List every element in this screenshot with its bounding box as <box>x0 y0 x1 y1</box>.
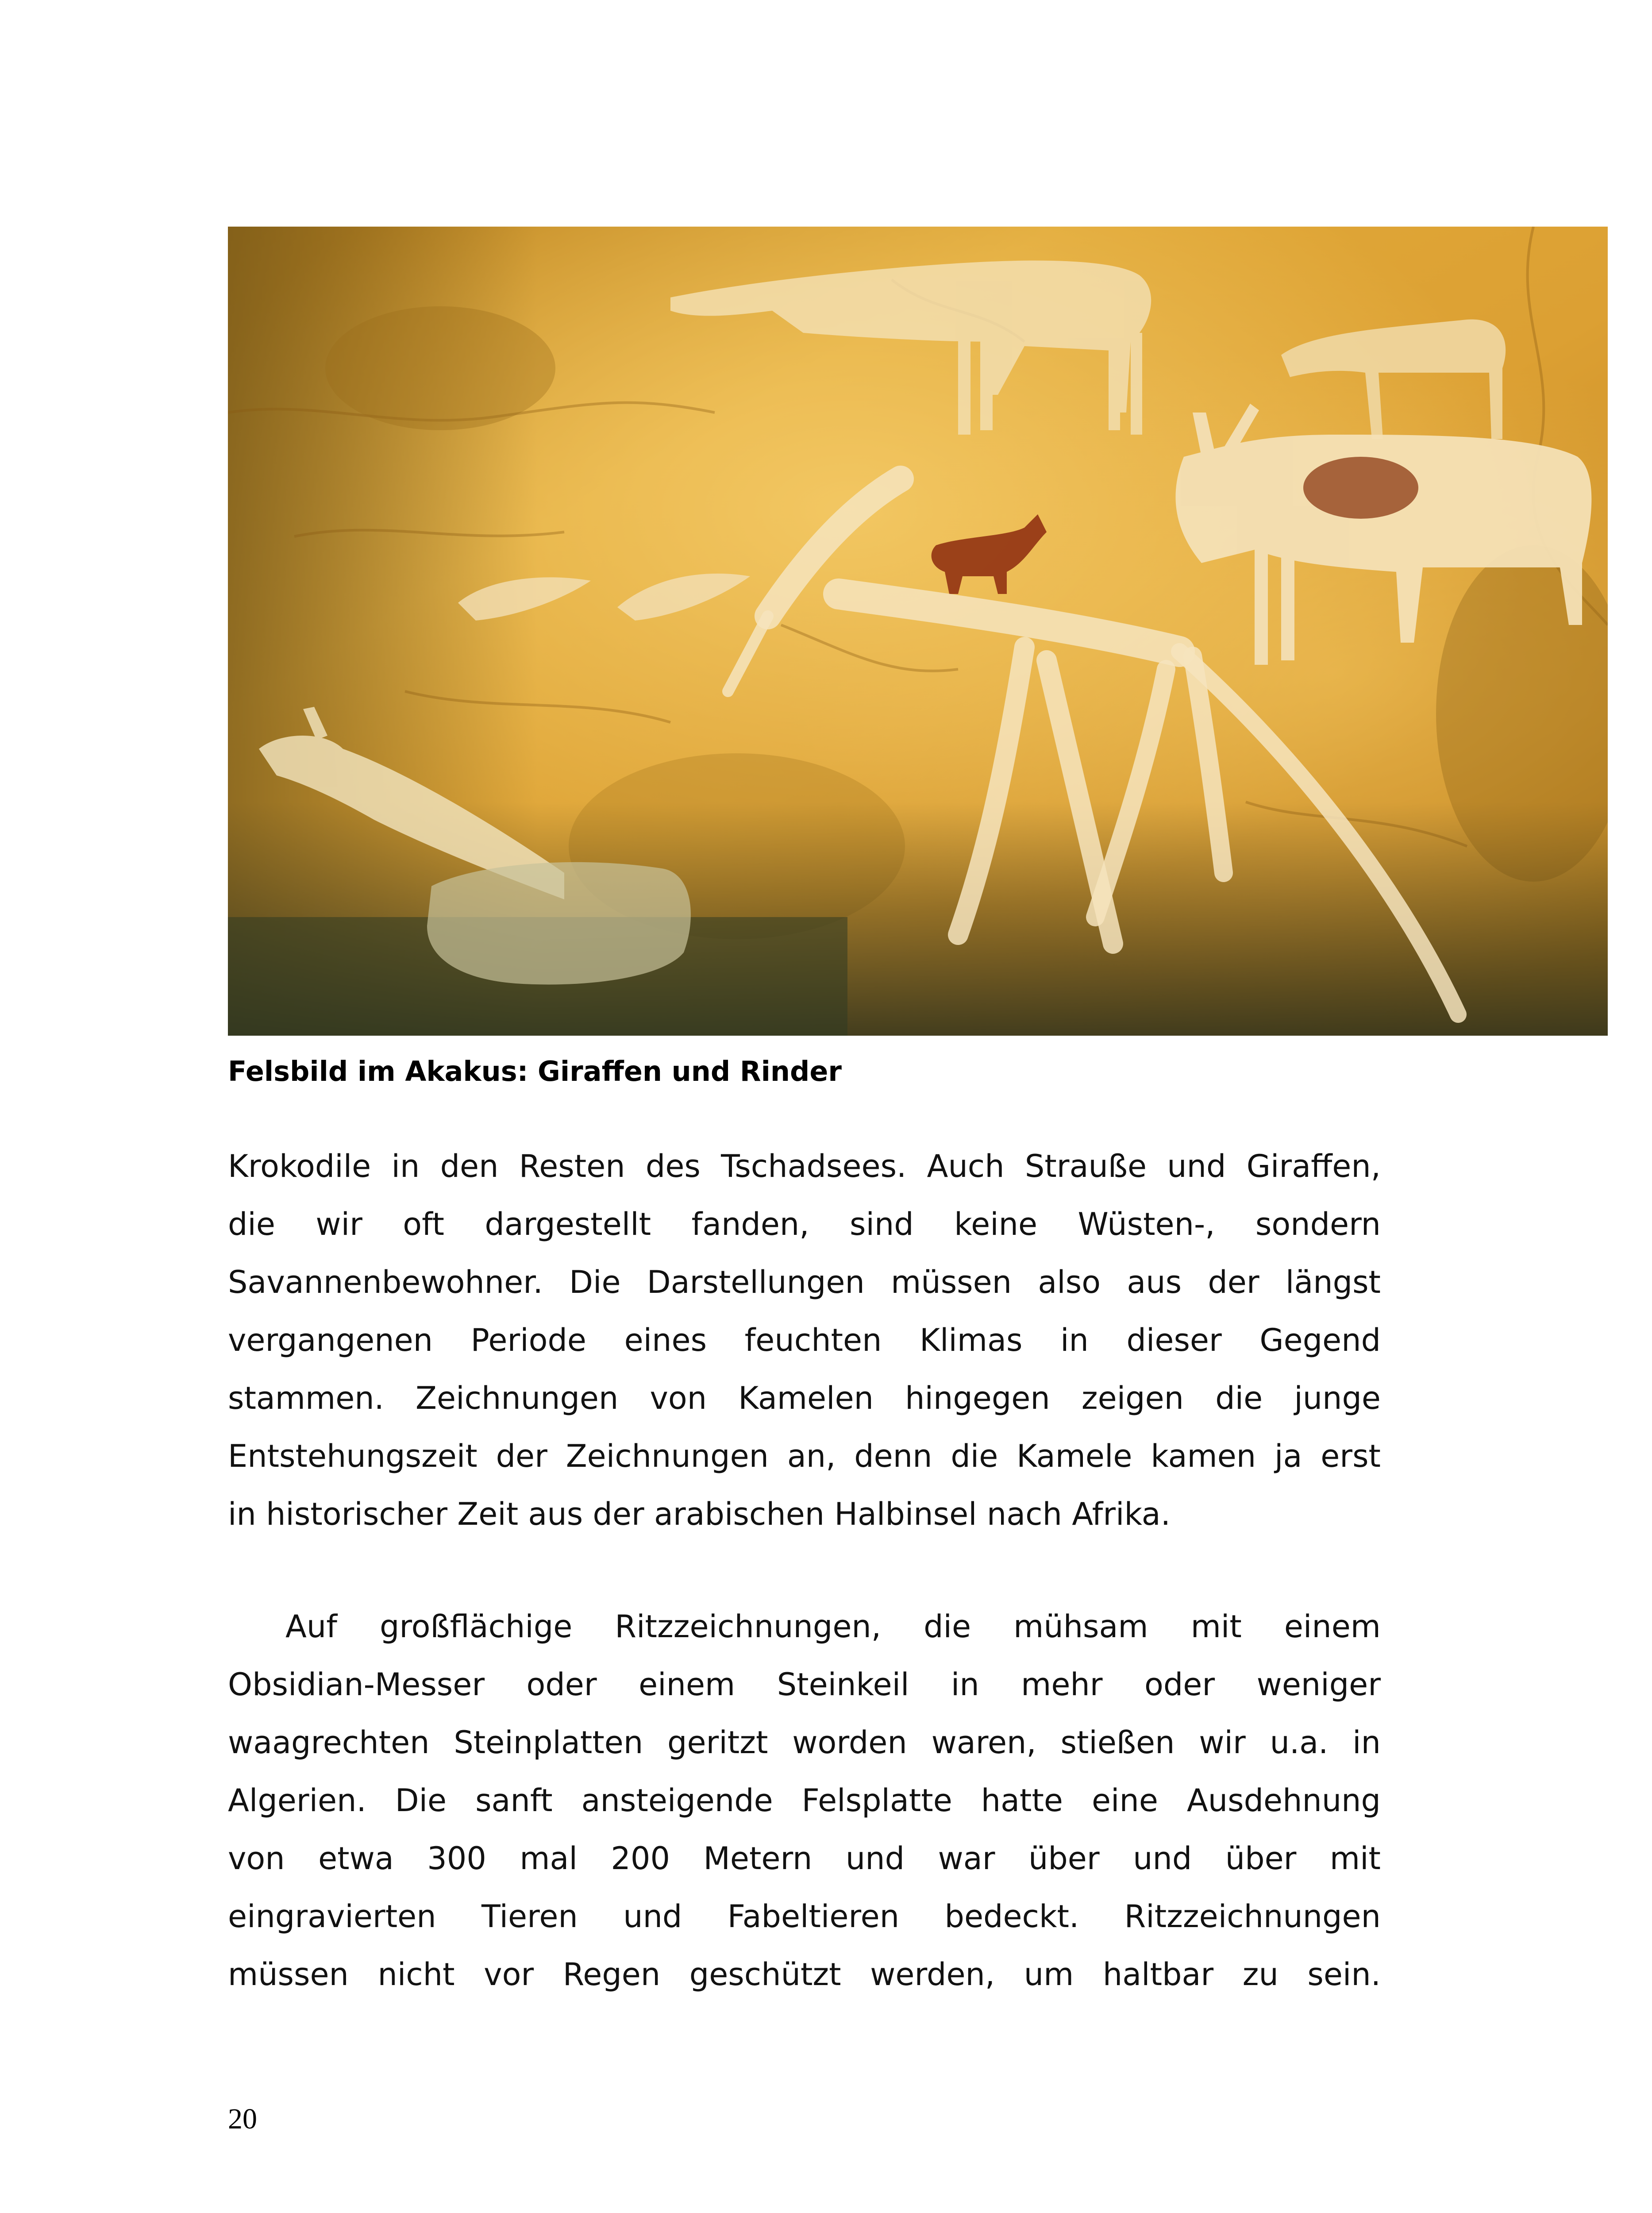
page-number: 20 <box>228 2103 257 2135</box>
figure-caption: Felsbild im Akakus: Giraffen und Rinder <box>228 1055 842 1087</box>
text-line: vergangenen Periode eines feuchten Klimas in dieser Gegend <box>228 1322 1381 1358</box>
text-line: Krokodile in den Resten des Tschadsees. Auch Strauße und Giraffen, <box>228 1148 1381 1184</box>
text-line: die wir oft dargestellt fanden, sind keine Wüsten-, sondern <box>228 1206 1381 1242</box>
text-line: Savannenbewohner. Die Darstellungen müssen also aus der längst <box>228 1264 1381 1300</box>
text-line: Entstehungszeit der Zeichnungen an, denn die Kamele kamen ja erst <box>228 1438 1381 1474</box>
text-line: Algerien. Die sanft ansteigende Felsplatte hatte eine Ausdehnung <box>228 1782 1381 1819</box>
text-line: Auf großflächige Ritzzeichnungen, die mühsam mit einem <box>285 1608 1381 1645</box>
text-line: stammen. Zeichnungen von Kamelen hingegen zeigen die junge <box>228 1380 1381 1416</box>
text-line: eingravierten Tieren und Fabeltieren bedeckt. Ritzzeichnungen <box>228 1898 1381 1935</box>
paragraph-2 <box>228 1598 1381 2004</box>
text-line: Obsidian-Messer oder einem Steinkeil in mehr oder weniger <box>228 1666 1381 1703</box>
text-line: müssen nicht vor Regen geschützt werden, um haltbar zu sein. <box>228 1956 1381 1993</box>
text-line: von etwa 300 mal 200 Metern und war über und über mit <box>228 1840 1381 1877</box>
paragraph-1 <box>228 1137 1381 1543</box>
text-line: waagrechten Steinplatten geritzt worden waren, stießen wir u.a. in <box>228 1724 1381 1761</box>
text-line: in historischer Zeit aus der arabischen Halbinsel nach Afrika. <box>228 1496 1171 1532</box>
rock-painting-photo <box>228 227 1608 1036</box>
